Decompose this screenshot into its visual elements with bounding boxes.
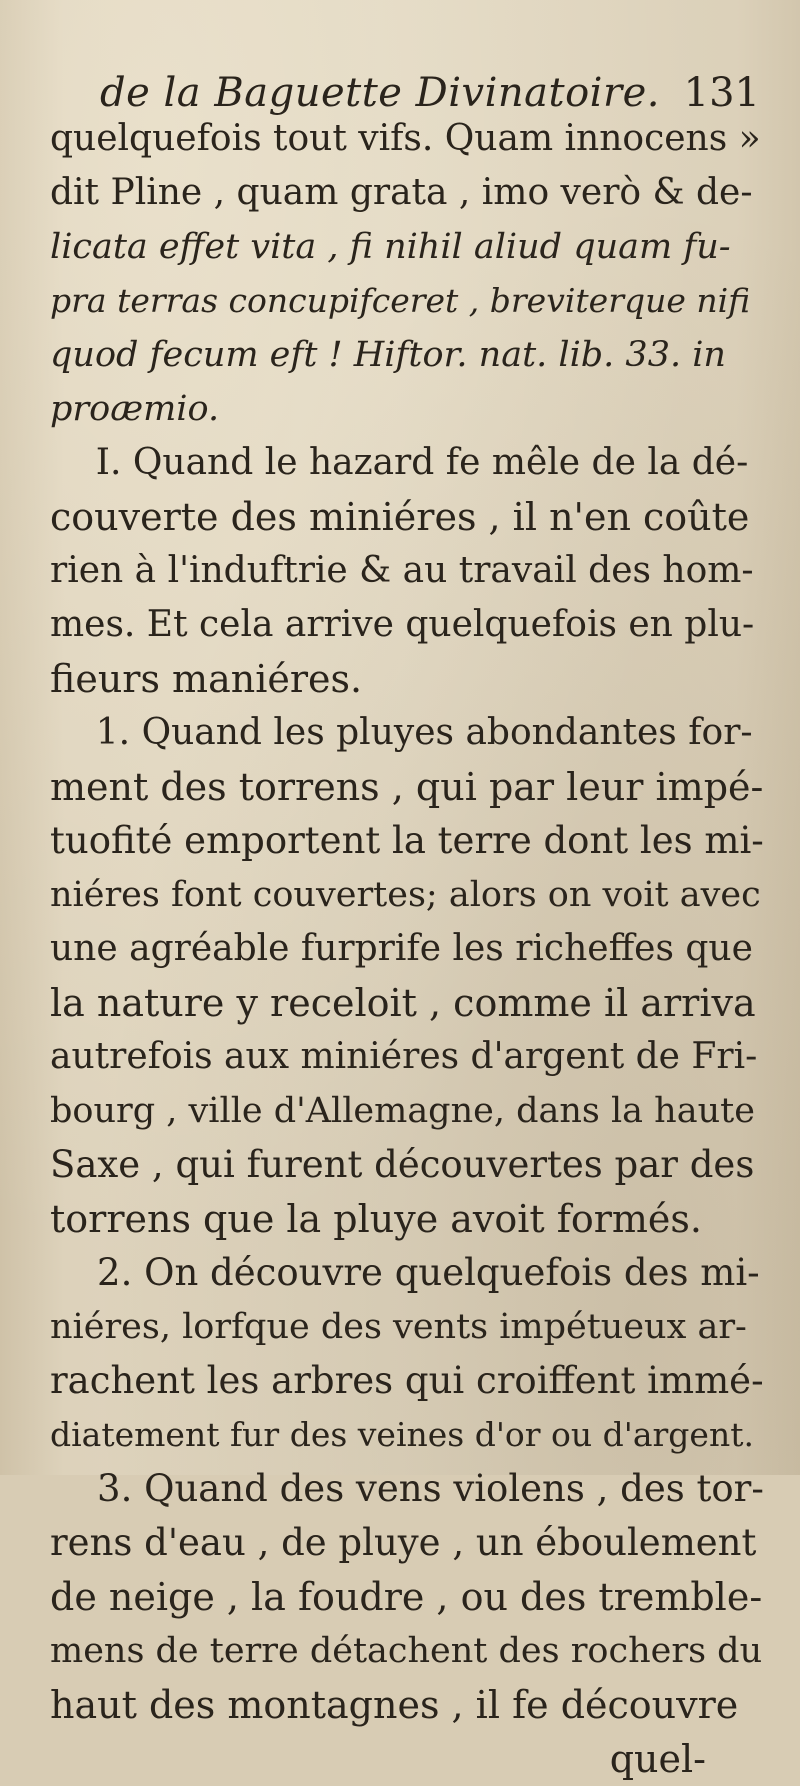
catchword: quel- [609,1737,706,1781]
text-line: 2. On découvre quelquefois des mi- [50,1251,760,1294]
text-line: bourg , ville d'Allemagne, dans la haute [50,1091,755,1131]
text-line: proæmio. [50,389,220,429]
text-line: dit Pline , quam grata , imo verò & de- [50,172,753,213]
text-line: Saxe , qui furent découvertes par des [50,1143,755,1186]
text-line: licata effet vita , fi nihil aliud quam fu- [50,227,731,267]
text-line: torrens que la pluye avoit formés. [50,1197,702,1241]
text-line: 3. Quand des vens violens , des tor- [50,1467,764,1510]
text-line: 1. Quand les pluyes abondantes for- [50,712,753,753]
text-line: mens de terre détachent des rochers du [50,1631,763,1671]
text-line: une agréable furprife les richeffes que [50,928,753,969]
text-line: autrefois aux miniéres d'argent de Fri- [50,1036,758,1077]
running-title: de la Baguette Divinatoire. [100,70,660,116]
text-line: rien à l'induftrie & au travail des hom- [50,550,754,591]
text-line: couverte des miniéres , il n'en coûte [50,495,750,539]
text-line: quelquefois tout vifs. Quam innocens » [50,118,761,159]
text-line: mes. Et cela arrive quelquefois en plu- [50,604,755,645]
page-number: 131 [683,70,760,116]
text-line: niéres font couvertes; alors on voit avec [50,875,761,915]
text-line: niéres, lorfque des vents impétueux ar- [50,1307,747,1347]
text-line: rens d'eau , de pluye , un éboulement [50,1521,757,1564]
text-line: rachent les arbres qui croiffent immé- [50,1359,764,1402]
text-line: pra terras concupifceret , breviterque nifi [50,281,751,320]
text-line: de neige , la foudre , ou des tremble- [50,1575,763,1619]
text-line: la nature y receloit , comme il arriva [50,981,756,1025]
text-line: quod fecum eft ! Hiftor. nat. lib. 33. in [50,335,726,375]
body-text [50,112,766,1786]
text-line: diatement fur des veines d'or ou d'argent. [50,1415,754,1454]
text-line: fieurs maniéres. [50,657,363,701]
text-line: haut des montagnes , il fe découvre [50,1683,739,1727]
text-line: ment des torrens , qui par leur impé- [50,765,764,809]
text-line: I. Quand le hazard fe mêle de la dé- [50,442,749,483]
text-line: tuofité emportent la terre dont les mi- [50,819,764,862]
